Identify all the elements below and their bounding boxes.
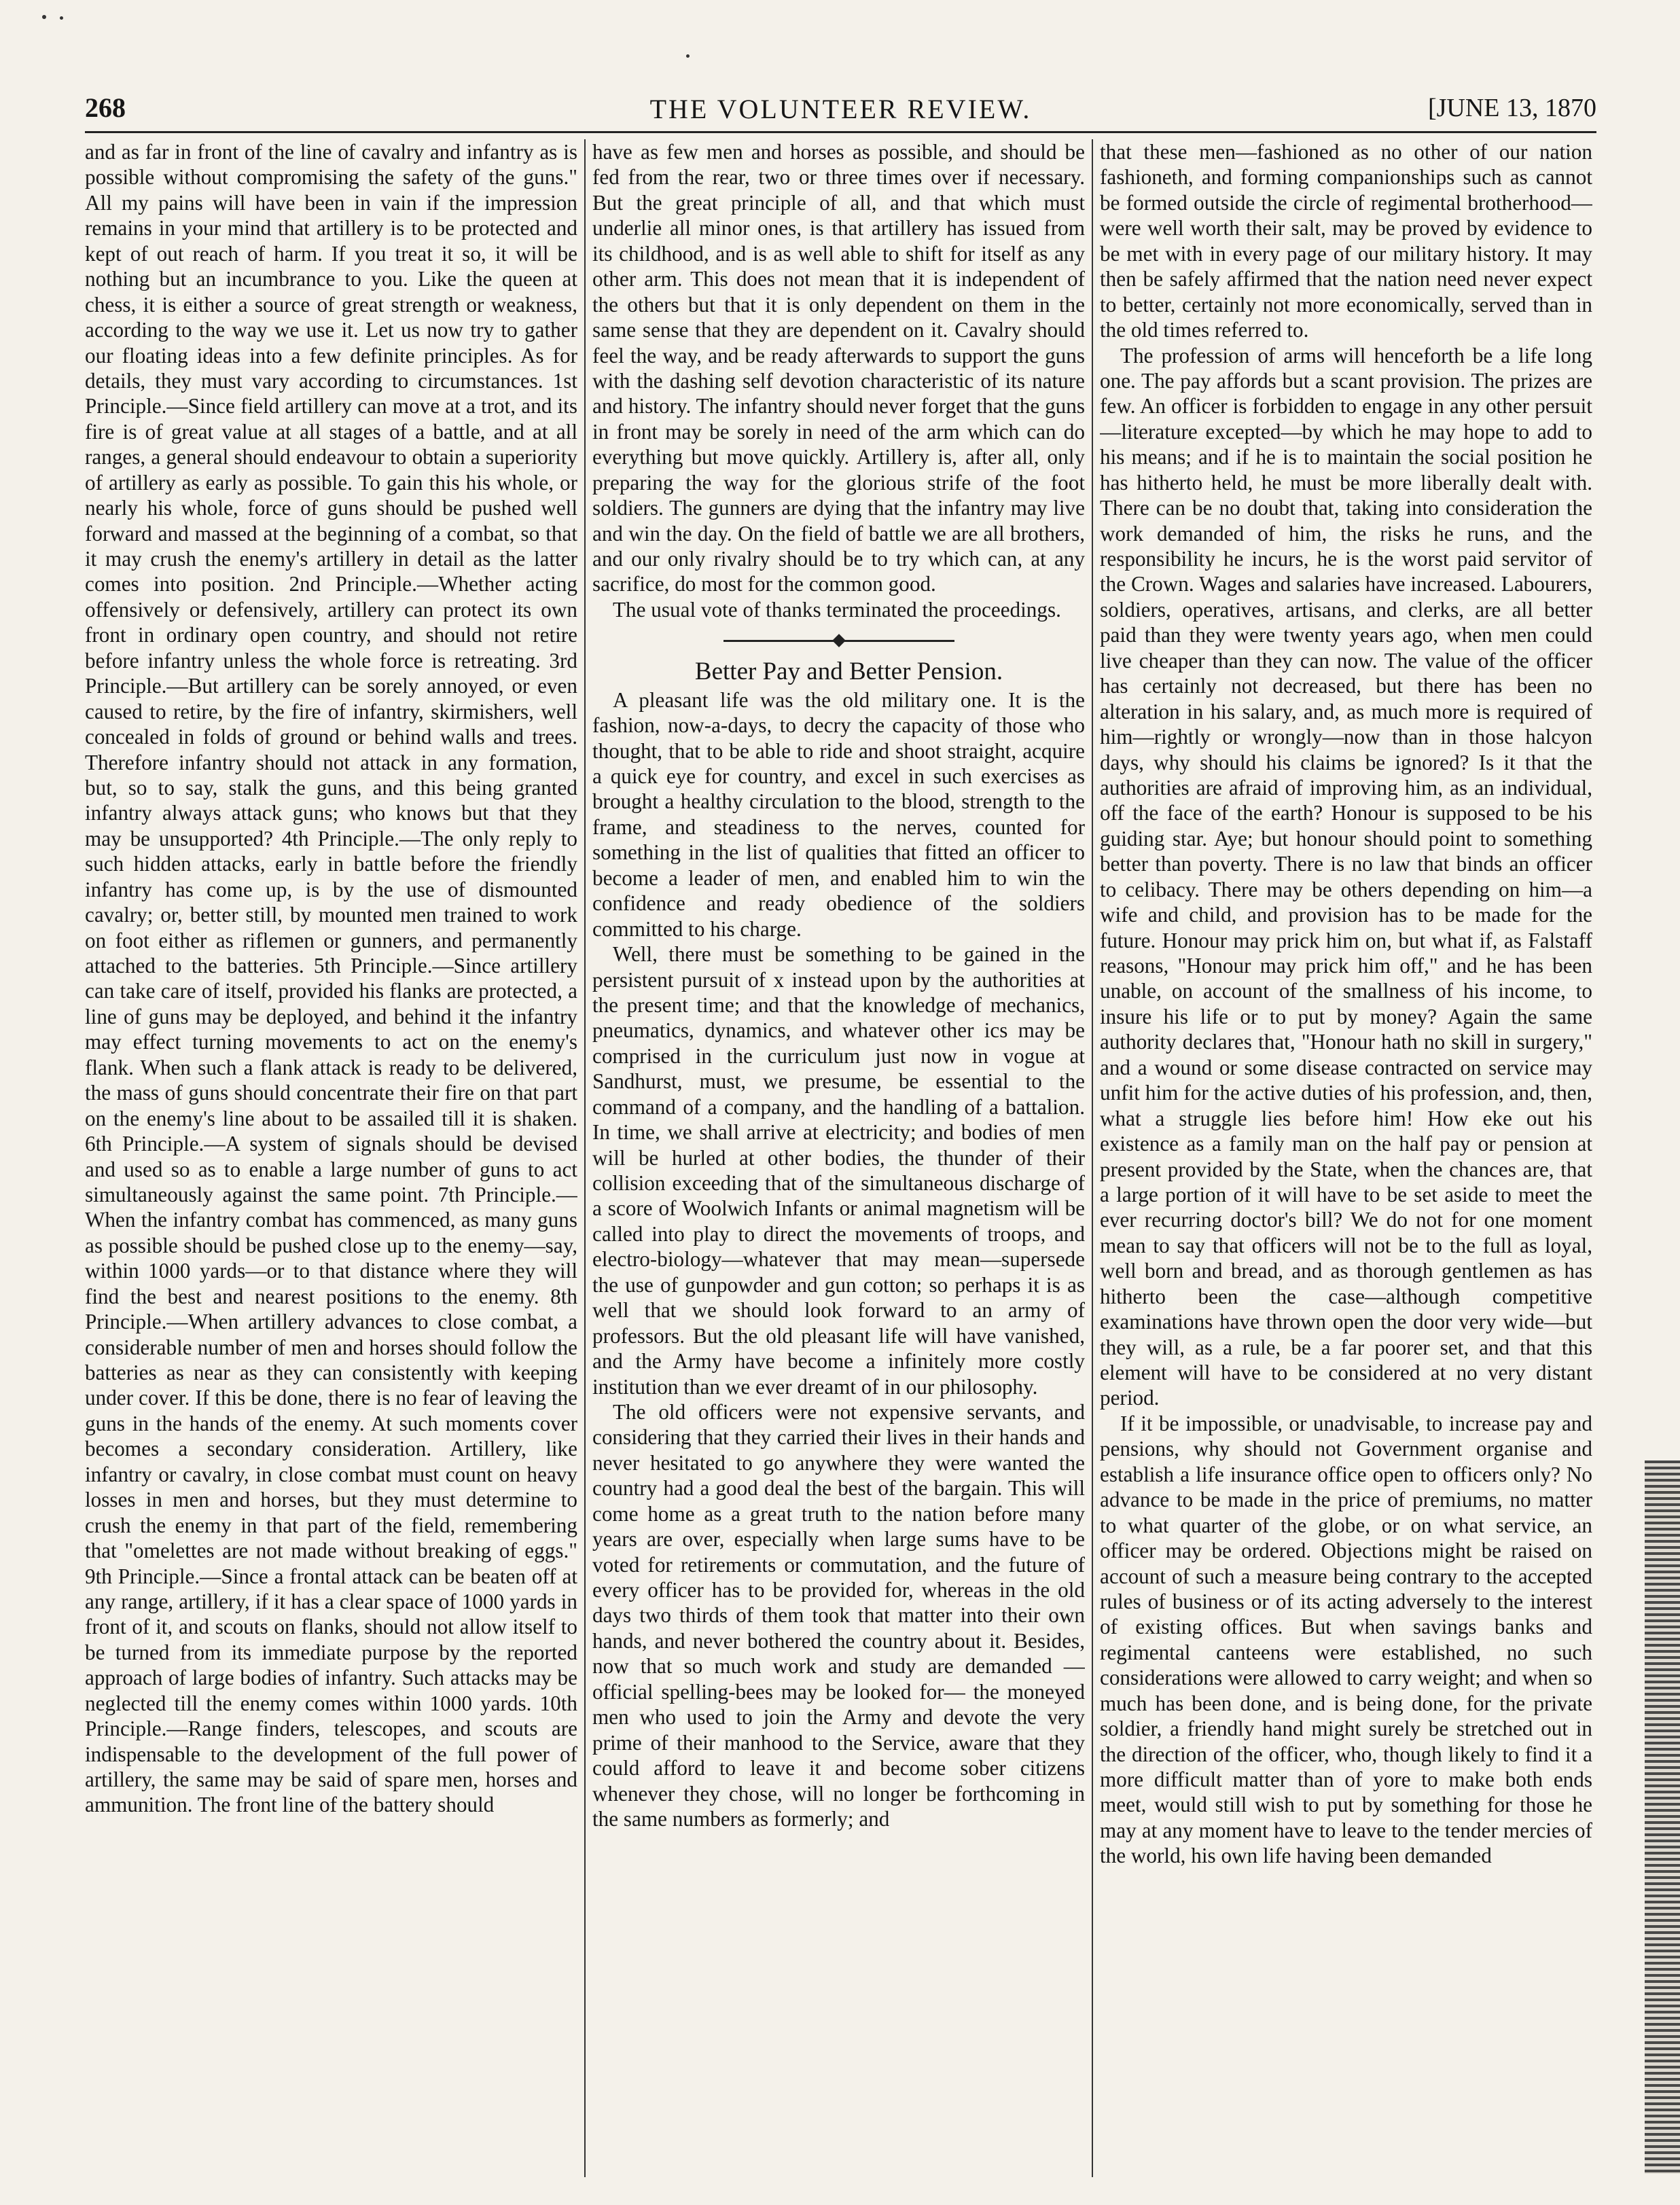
column-divider xyxy=(584,139,586,2177)
paragraph: The old officers were not expensive servants, and considering that they carried their lives in their hands and never hesitated to go anywhere they were wanted the country had a good deal the best of the bargain. This will come home as a great truth to the nation before many years are over, especially when large sums have to be voted for retirements or commutation, and the future of every officer has to be provided for, whereas in the old days two thirds of them took that matter into their own hands, and never bothered the country about it. Besides, now that so much work and study are demanded —official spelling-bees may be looked for— the moneyed men who used to join the Army and devote the very prime of their manhood to the Service, aware that they could afford to leave it and become sober citizens whenever they chose, will no longer be forthcoming in the same numbers as formerly; and xyxy=(592,1399,1085,1831)
paragraph: If it be impossible, or unadvisable, to increase pay and pensions, why should not Government organise and establish a life insurance office open to officers only? No advance to be made in the price of premiums, no matter to what quarter of the globe, or on what service, an officer may be ordered. Objections might be raised on account of such a measure being contrary to the accepted rules of business or of its acting adversely to the interest of existing offices. But when savings banks and regimental canteens were established, no such considerations were allowed to carry weight; and when so much has been done, and is being done, for the private soldier, a friendly hand might surely be stretched out in the direction of the officer, who, though likely to find it a more difficult matter than of yore to make both ends meet, would still wish to put by something for those he may at any moment have to leave to the tender mercies of the world, his own life having been demanded xyxy=(1100,1411,1592,1868)
text-columns xyxy=(85,139,1596,2177)
scan-speck xyxy=(686,54,690,58)
page-number: 268 xyxy=(85,92,126,123)
paragraph: The profession of arms will henceforth be a life long one. The pay affords but a scant provision. The prizes are few. An officer is forbidden to engage in any other persuit—literature excepted—by which he may hope to add to his means; and if he is to maintain the social position he has hitherto held, he must be more liberally dealt with. There can be no doubt that, taking into consideration the work demanded of him, the risks he runs, and the responsibility he incurs, he is the worst paid servitor of the Crown. Wages and salaries have increased. Labourers, soldiers, operatives, artisans, and clerks, are all better paid than they were twenty years ago, when men could live cheaper than they can now. The value of the officer has certainly not decreased, but there has been no alteration in his salary, and, as much more is required of him—rightly or wrongly—now than in those halcyon days, why should his claims be ignored? Is it that the authorities are afraid of improving him, as an individual, off the face of the earth? Honour is supposed to be his guiding star. Aye; but honour should point to something better than poverty. There is no law that binds an officer to celibacy. There may be others depending on him—a wife and child, and provision has to be made for the future. Honour may prick him on, but what if, as Falstaff reasons, "Honour may prick him off," and he has been unable, on account of the smallness of his income, to insure his life or to put by money? Again the same authority declares that, "Honour hath no skill in surgery," and a wound or some disease contracted on service may unfit him for the active duties of his profession, and, then, what a struggle lies before him! How eke out his existence as a family man on the half pay or pension at present provided by the State, when the chances are, that a large portion of it will have to be set aside to meet the ever recurring doctor's bill? We do not for one moment mean to say that officers will not be to the full as loyal, well born and bread, and as thorough gentlemen as has hitherto been the case—although competitive examinations have thrown open the door very wide—but they will, as a rule, be a far poorer set, and that this element will have to be considered at no very distant period. xyxy=(1100,343,1592,1410)
column-divider xyxy=(1092,139,1093,2177)
section-ornament-rule xyxy=(723,640,954,642)
issue-date: [JUNE 13, 1870 xyxy=(1427,94,1596,122)
paragraph: Well, there must be something to be gained in the persistent pursuit of x instead upon by the authorities at the present time; and that the knowledge of mechanics, pneumatics, dynamics, and whatever other ics may be comprised in the curriculum just now in vogue at Sandhurst, must, we presume, be essential to the command of a company, and the handling of a battalion. In time, we shall arrive at electricity; and bodies of men will be hurled at other bodies, the thunder of their collision exceeding that of the simultaneous discharge of a score of Woolwich Infants or animal magnetism will be called into play to direct the movements of troops, and electro-biology—whatever that may mean—supersede the use of gunpowder and gun cotton; so perhaps it is as well that we should look forward to an army of professors. But the old pleasant life will have vanished, and the Army have become a infinitely more costly institution than we ever dreamt of in our philosophy. xyxy=(592,942,1085,1399)
masthead xyxy=(85,92,1596,133)
scan-edge-artifact xyxy=(1645,1460,1680,2174)
column-1 xyxy=(85,139,577,2177)
column-3 xyxy=(1100,139,1592,2177)
paragraph: The usual vote of thanks terminated the proceedings. xyxy=(613,597,1061,622)
article-title: Better Pay and Better Pension. xyxy=(694,658,1003,686)
paragraph: that these men—fashioned as no other of our nation fashioneth, and forming companionships such as cannot be formed outside the circle of regimental brotherhood—were well worth their salt, may be proved by evidence to be met with in every page of our military history. It may then be safely affirmed that the nation need never expect to better, certainly not more economically, served than in the old times referred to. xyxy=(1100,140,1592,342)
scan-speck xyxy=(60,16,63,20)
newspaper-page xyxy=(85,92,1596,2181)
paragraph: A pleasant life was the old military one. It is the fashion, now-a-days, to decry the capacity of those who thought, that to be able to ride and shoot straight, acquire a quick eye for country, and excel in such exercises as brought a healthy circulation to the blood, strength to the frame, and steadiness to the nerves, counted for something in the list of qualities that fitted an officer to become a leader of men, and enabled him to win the confidence and ready obedience of the soldiers committed to his charge. xyxy=(592,687,1085,941)
scan-speck xyxy=(42,15,46,19)
paragraph: and as far in front of the line of cavalry and infantry as is possible without compromising the safety of the guns." All my pains will have been in vain if the impression remains in your mind that artillery is to be protected and kept of out reach of harm. If you treat it so, it will be nothing but an incumbrance to you. Like the queen at chess, it is either a source of great strength or weakness, according to the way we use it. Let us now try to gather our floating ideas into a few definite principles. As for details, they must vary according to circumstances. 1st Principle.—Since field artillery can move at a trot, and its fire is of great value at all stages of a battle, and at all ranges, a general should endeavour to obtain a superiority of artillery as early as possible. To gain this his whole, or nearly his whole, force of guns should be pushed well forward and massed at the beginning of a combat, so that it may crush the enemy's artillery in detail as the latter comes into position. 2nd Principle.—Whether acting offensively or defensively, artillery can protect its own front in ordinary open country, and should not retire before infantry unless the whole force is retreating. 3rd Principle.—But artillery can be sorely annoyed, or even caused to retire, by the fire of infantry, skirmishers, well concealed in folds of ground or behind walls and trees. Therefore infantry should not attack in any formation, but, so to say, stalk the guns, and this being granted infantry always attack guns; who knows but that they may be unsupported? 4th Principle.—The only reply to such hidden attacks, early in battle before the friendly infantry has come up, is by the use of dismounted cavalry; or, better still, by mounted men trained to work on foot either as riflemen or gunners, and permanently attached to the batteries. 5th Principle.—Since artillery can take care of itself, provided his flanks are protected, a line of guns may be deployed, and behind it the infantry may effect turning movements to act on the enemy's flank. When such a flank attack is ready to be delivered, the mass of guns should concentrate their fire on that part on the enemy's line about to be assailed till it is shaken. 6th Principle.—A system of signals should be devised and used so as to enable a large number of guns to act simultaneously against the same point. 7th Principle.—When the infantry combat has commenced, as many guns as possible should be pushed close up to the enemy—say, within 1000 yards—or to that distance where they will find the best and nearest positions to the enemy. 8th Principle.—When artillery advances to close combat, a considerable number of men and horses should follow the batteries as near as they can consistently with keeping under cover. If this be done, there is no fear of leaving the guns in the hands of the enemy. At such moments cover becomes a secondary consideration. Artillery, like infantry or cavalry, in close combat must count on heavy losses in men and horses, but they must determine to crush the enemy in that part of the field, remembering that "omelettes are not made without breaking of eggs." 9th Principle.—Since a frontal attack can be beaten off at any range, artillery, if it has a clear space of 1000 yards in front of it, and scouts on flanks, should not allow itself to be turned from its immediate purpose by the reported approach of large bodies of infantry. Such attacks may be neglected till the enemy comes within 1000 yards. 10th Principle.—Range finders, telescopes, and scouts are indispensable to the development of the full power of artillery, the same may be said of spare men, horses and ammunition. The front line of the battery should xyxy=(85,140,577,1817)
paragraph: have as few men and horses as possible, and should be fed from the rear, two or three times over if necessary. But the great principle of all, and that which must underlie all minor ones, is that artillery has issued from its childhood, and is as well able to shift for itself as any other arm. This does not mean that it is independent of the others but that it is only dependent on them in the same sense that they are dependent on it. Cavalry should feel the way, and be ready afterwards to support the guns with the dashing self devotion characteristic of its nature and history. The infantry should never forget that the guns in front may be sorely in need of the arm which can do everything but move quickly. Artillery is, after all, only preparing the way for the glorious strife of the foot soldiers. The gunners are dying that the infantry may live and win the day. On the field of battle we are all brothers, and our only rivalry should be to try which can, at any sacrifice, do most for the common good. xyxy=(592,140,1085,596)
publication-title: THE VOLUNTEER REVIEW. xyxy=(649,94,1032,124)
column-2 xyxy=(592,139,1085,2177)
